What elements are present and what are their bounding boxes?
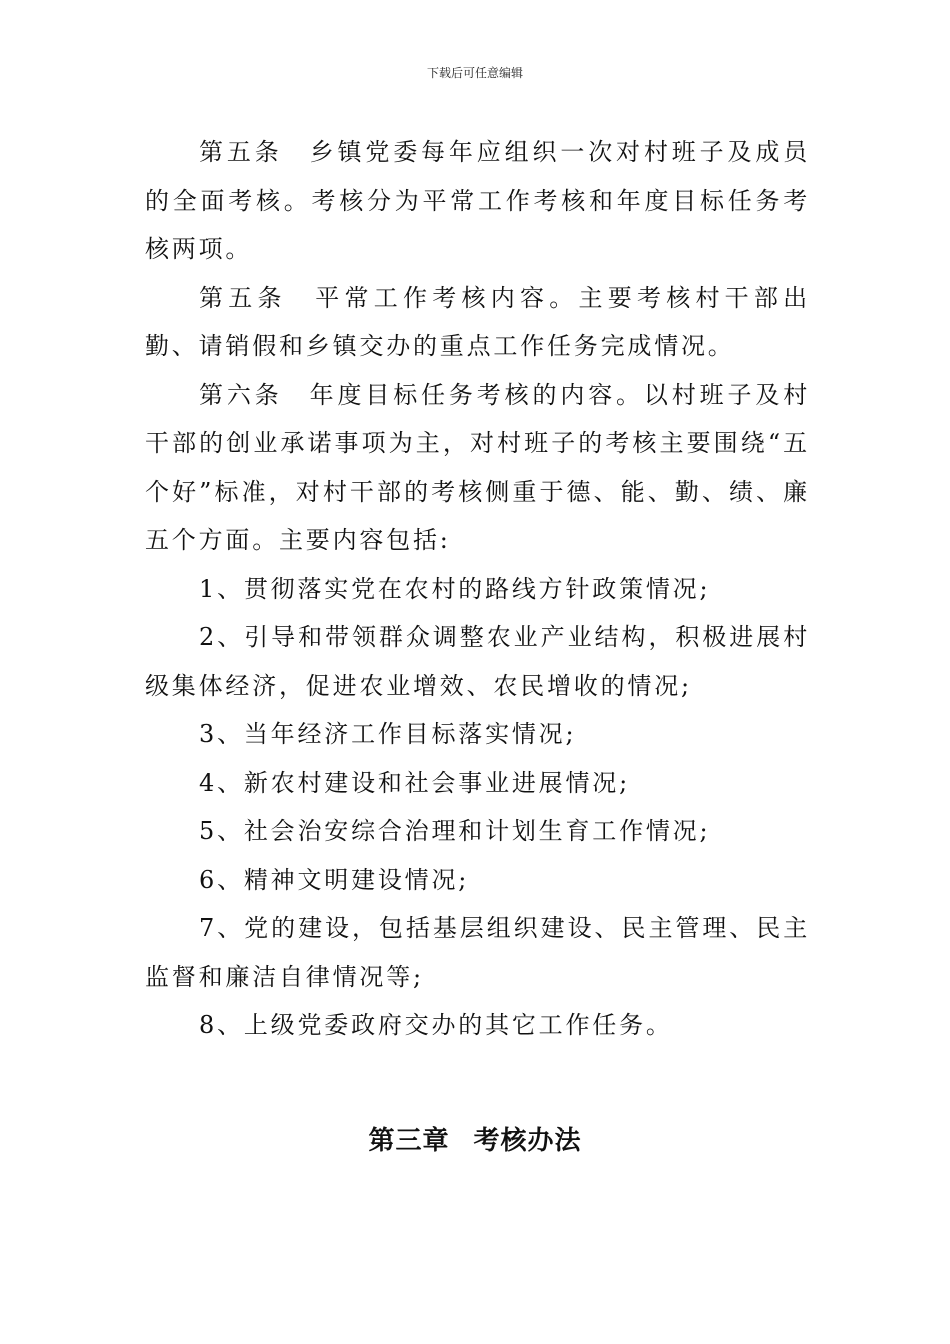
article-text: 平常工作考核内容。主要考核村干部出勤、请销假和乡镇交办的重点工作任务完成情况。 <box>145 283 810 360</box>
list-item: 6、精神文明建设情况; <box>199 865 470 894</box>
list-item: 7、党的建设，包括基层组织建设、民主管理、民主监督和廉洁自律情况等; <box>145 914 810 991</box>
chapter-title: 考核办法 <box>473 1126 582 1156</box>
list-item: 5、社会治安综合治理和计划生育工作情况; <box>199 817 711 845</box>
page-header: 下载后可任意编辑 <box>426 66 523 80</box>
article-text: 乡镇党委每年应组织一次对村班子及成员的全面考核。考核分为平常工作考核和年度目标任务考核两项。 <box>145 138 810 263</box>
article-paragraph <box>145 128 810 274</box>
list-item: 8、上级党委政府交办的其它工作任务。 <box>199 1011 673 1039</box>
list-item: 1、贯彻落实党在农村的路线方针政策情况; <box>199 574 711 603</box>
chapter-number: 第三章 <box>368 1126 450 1156</box>
chapter-heading <box>0 1120 950 1157</box>
list-item: 2、引导和带领群众调整农业产业结构，积极进展村级集体经济，促进农业增效、农民增收的情况; <box>145 623 810 700</box>
article-paragraph <box>145 371 810 565</box>
article-paragraph <box>145 274 810 371</box>
document-body <box>145 128 810 1050</box>
article-text: 年度目标任务考核的内容。以村班子及村干部的创业承诺事项为主，对村班子的考核主要围绕“五个好”标准，对村干部的考核侧重于德、能、勤、绩、廉五个方面。主要内容包括: <box>145 380 810 554</box>
article-label: 第六条 <box>199 380 283 409</box>
article-label: 第五条 <box>199 283 287 312</box>
article-label: 第五条 <box>199 138 283 166</box>
list-item: 3、当年经济工作目标落实情况; <box>199 720 577 748</box>
list-item: 4、新农村建设和社会事业进展情况; <box>199 768 630 797</box>
